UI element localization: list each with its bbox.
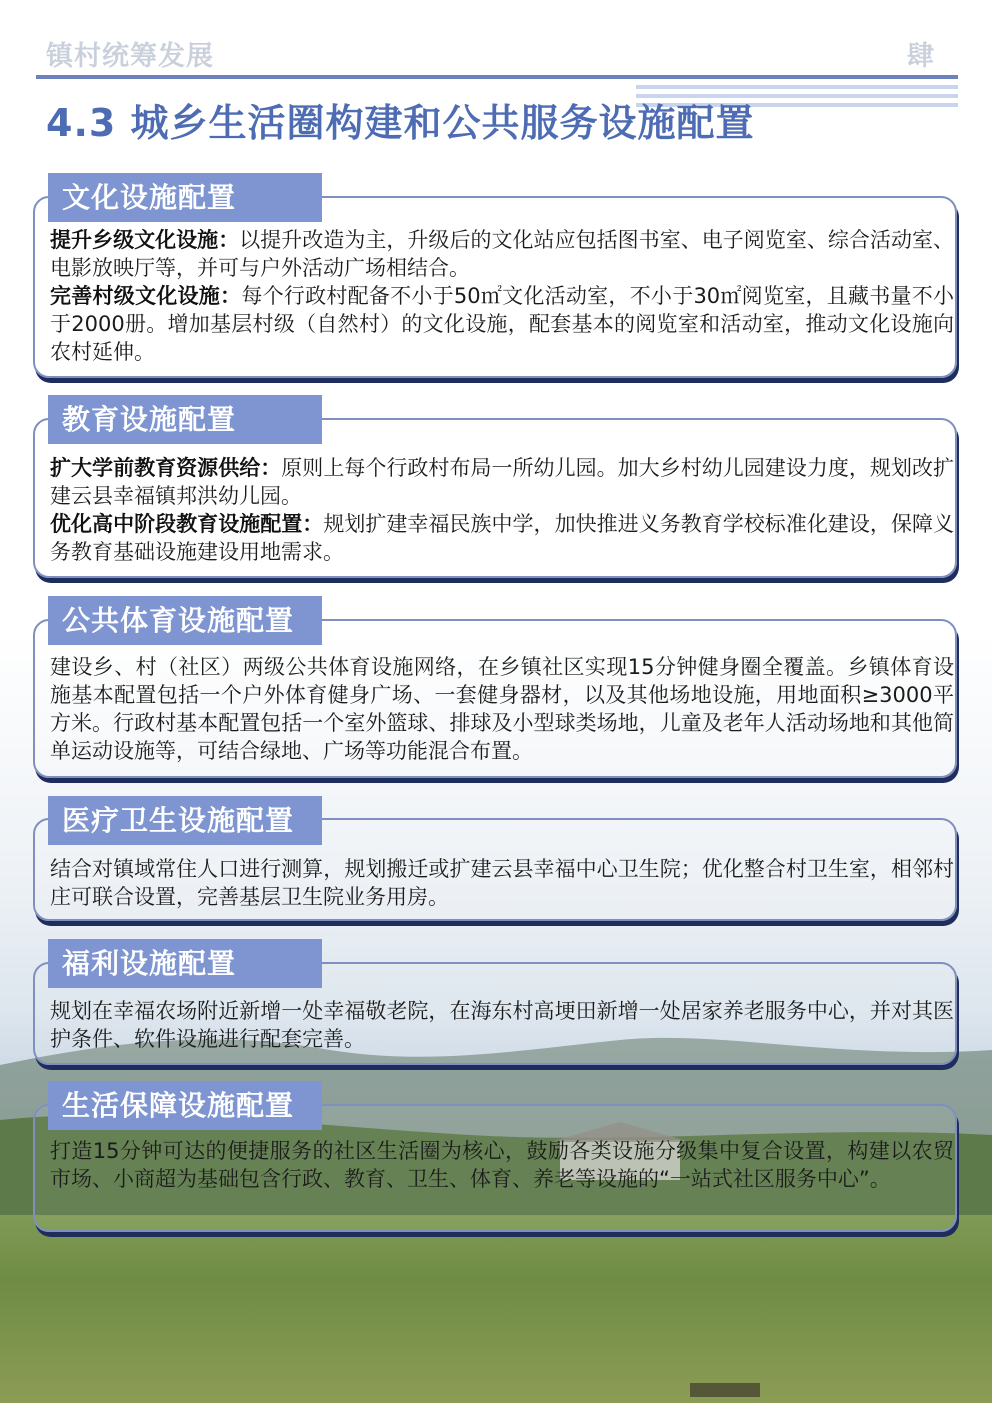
living-support-text xyxy=(50,1137,954,1193)
welfare-paragraph-1-body: 规划在幸福农场附近新增一处幸福敬老院，在海东村高埂田新增一处居家养老服务中心，并对其医护条件、软件设施进行配套完善。 xyxy=(50,999,954,1051)
education-paragraph-1-body: 原则上每个行政村布局一所幼儿园。加大乡村幼儿园建设力度，规划改扩建云县幸福镇邦洪幼儿园。 xyxy=(50,456,955,508)
header-rule xyxy=(36,75,958,79)
education-paragraph-2 xyxy=(50,510,954,566)
education-text xyxy=(50,454,954,566)
living-support-paragraph-1 xyxy=(50,1137,954,1193)
living-support-paragraph-1-body: 打造15分钟可达的便捷服务的社区生活圈为核心，鼓励各类设施分级集中复合设置，构建以农贸市场、小商超为基础包含行政、教育、卫生、体育、养老等设施的“一站式社区服务中心”。 xyxy=(50,1139,954,1191)
header-rule-thin-1 xyxy=(636,85,958,89)
sports-paragraph-1 xyxy=(50,653,954,765)
living-support-tag: 生活保障设施配置 xyxy=(48,1081,322,1130)
education-paragraph-2-body: 规划扩建幸福民族中学，加快推进义务教育学校标准化建设，保障义务教育基础设施建设用地需求。 xyxy=(50,512,955,564)
culture-text xyxy=(50,226,954,366)
medical-text xyxy=(50,855,954,911)
education-paragraph-2-heading: 优化高中阶段教育设施配置： xyxy=(50,512,324,536)
sports-paragraph-1-body: 建设乡、村（社区）两级公共体育设施网络，在乡镇社区实现15分钟健身圈全覆盖。乡镇体育设施基本配置包括一个户外体育健身广场、一套健身器材，以及其他场地设施，用地面积≥3000平方米。行政村基本配置包括一个室外篮球、排球及小型球类场地，儿童及老年人活动场地和其他简单运动设施等，可结合绿地、广场等功能混合布置。 xyxy=(50,655,954,763)
culture-paragraph-1-heading: 提升乡级文化设施： xyxy=(50,228,240,252)
culture-paragraph-2-heading: 完善村级文化设施： xyxy=(50,284,242,308)
medical-paragraph-1-body: 结合对镇域常住人口进行测算，规划搬迁或扩建云县幸福中心卫生院；优化整合村卫生室，相邻村庄可联合设置，完善基层卫生院业务用房。 xyxy=(50,857,954,909)
culture-paragraph-1-body: 以提升改造为主，升级后的文化站应包括图书室、电子阅览室、综合活动室、电影放映厅等，并可与户外活动广场相结合。 xyxy=(50,228,955,280)
section-title: 4.3 城乡生活圈构建和公共服务设施配置 xyxy=(46,101,755,145)
culture-paragraph-2 xyxy=(50,282,954,366)
chapter-number: 肆 xyxy=(907,41,934,72)
culture-paragraph-1 xyxy=(50,226,954,282)
sports-text xyxy=(50,653,954,765)
education-tag: 教育设施配置 xyxy=(48,395,322,444)
education-paragraph-1 xyxy=(50,454,954,510)
sports-tag: 公共体育设施配置 xyxy=(48,596,322,645)
chapter-label: 镇村统筹发展 xyxy=(46,41,214,72)
welfare-tag: 福利设施配置 xyxy=(48,939,322,988)
welfare-text xyxy=(50,997,954,1053)
culture-paragraph-2-body: 每个行政村配备不小于50㎡文化活动室，不小于30㎡阅览室，且藏书量不小于2000册。增加基层村级（自然村）的文化设施，配套基本的阅览室和活动室，推动文化设施向农村延伸。 xyxy=(50,284,955,364)
culture-tag: 文化设施配置 xyxy=(48,173,322,222)
medical-paragraph-1 xyxy=(50,855,954,911)
medical-tag: 医疗卫生设施配置 xyxy=(48,796,322,845)
welfare-paragraph-1 xyxy=(50,997,954,1053)
education-paragraph-1-heading: 扩大学前教育资源供给： xyxy=(50,456,282,480)
